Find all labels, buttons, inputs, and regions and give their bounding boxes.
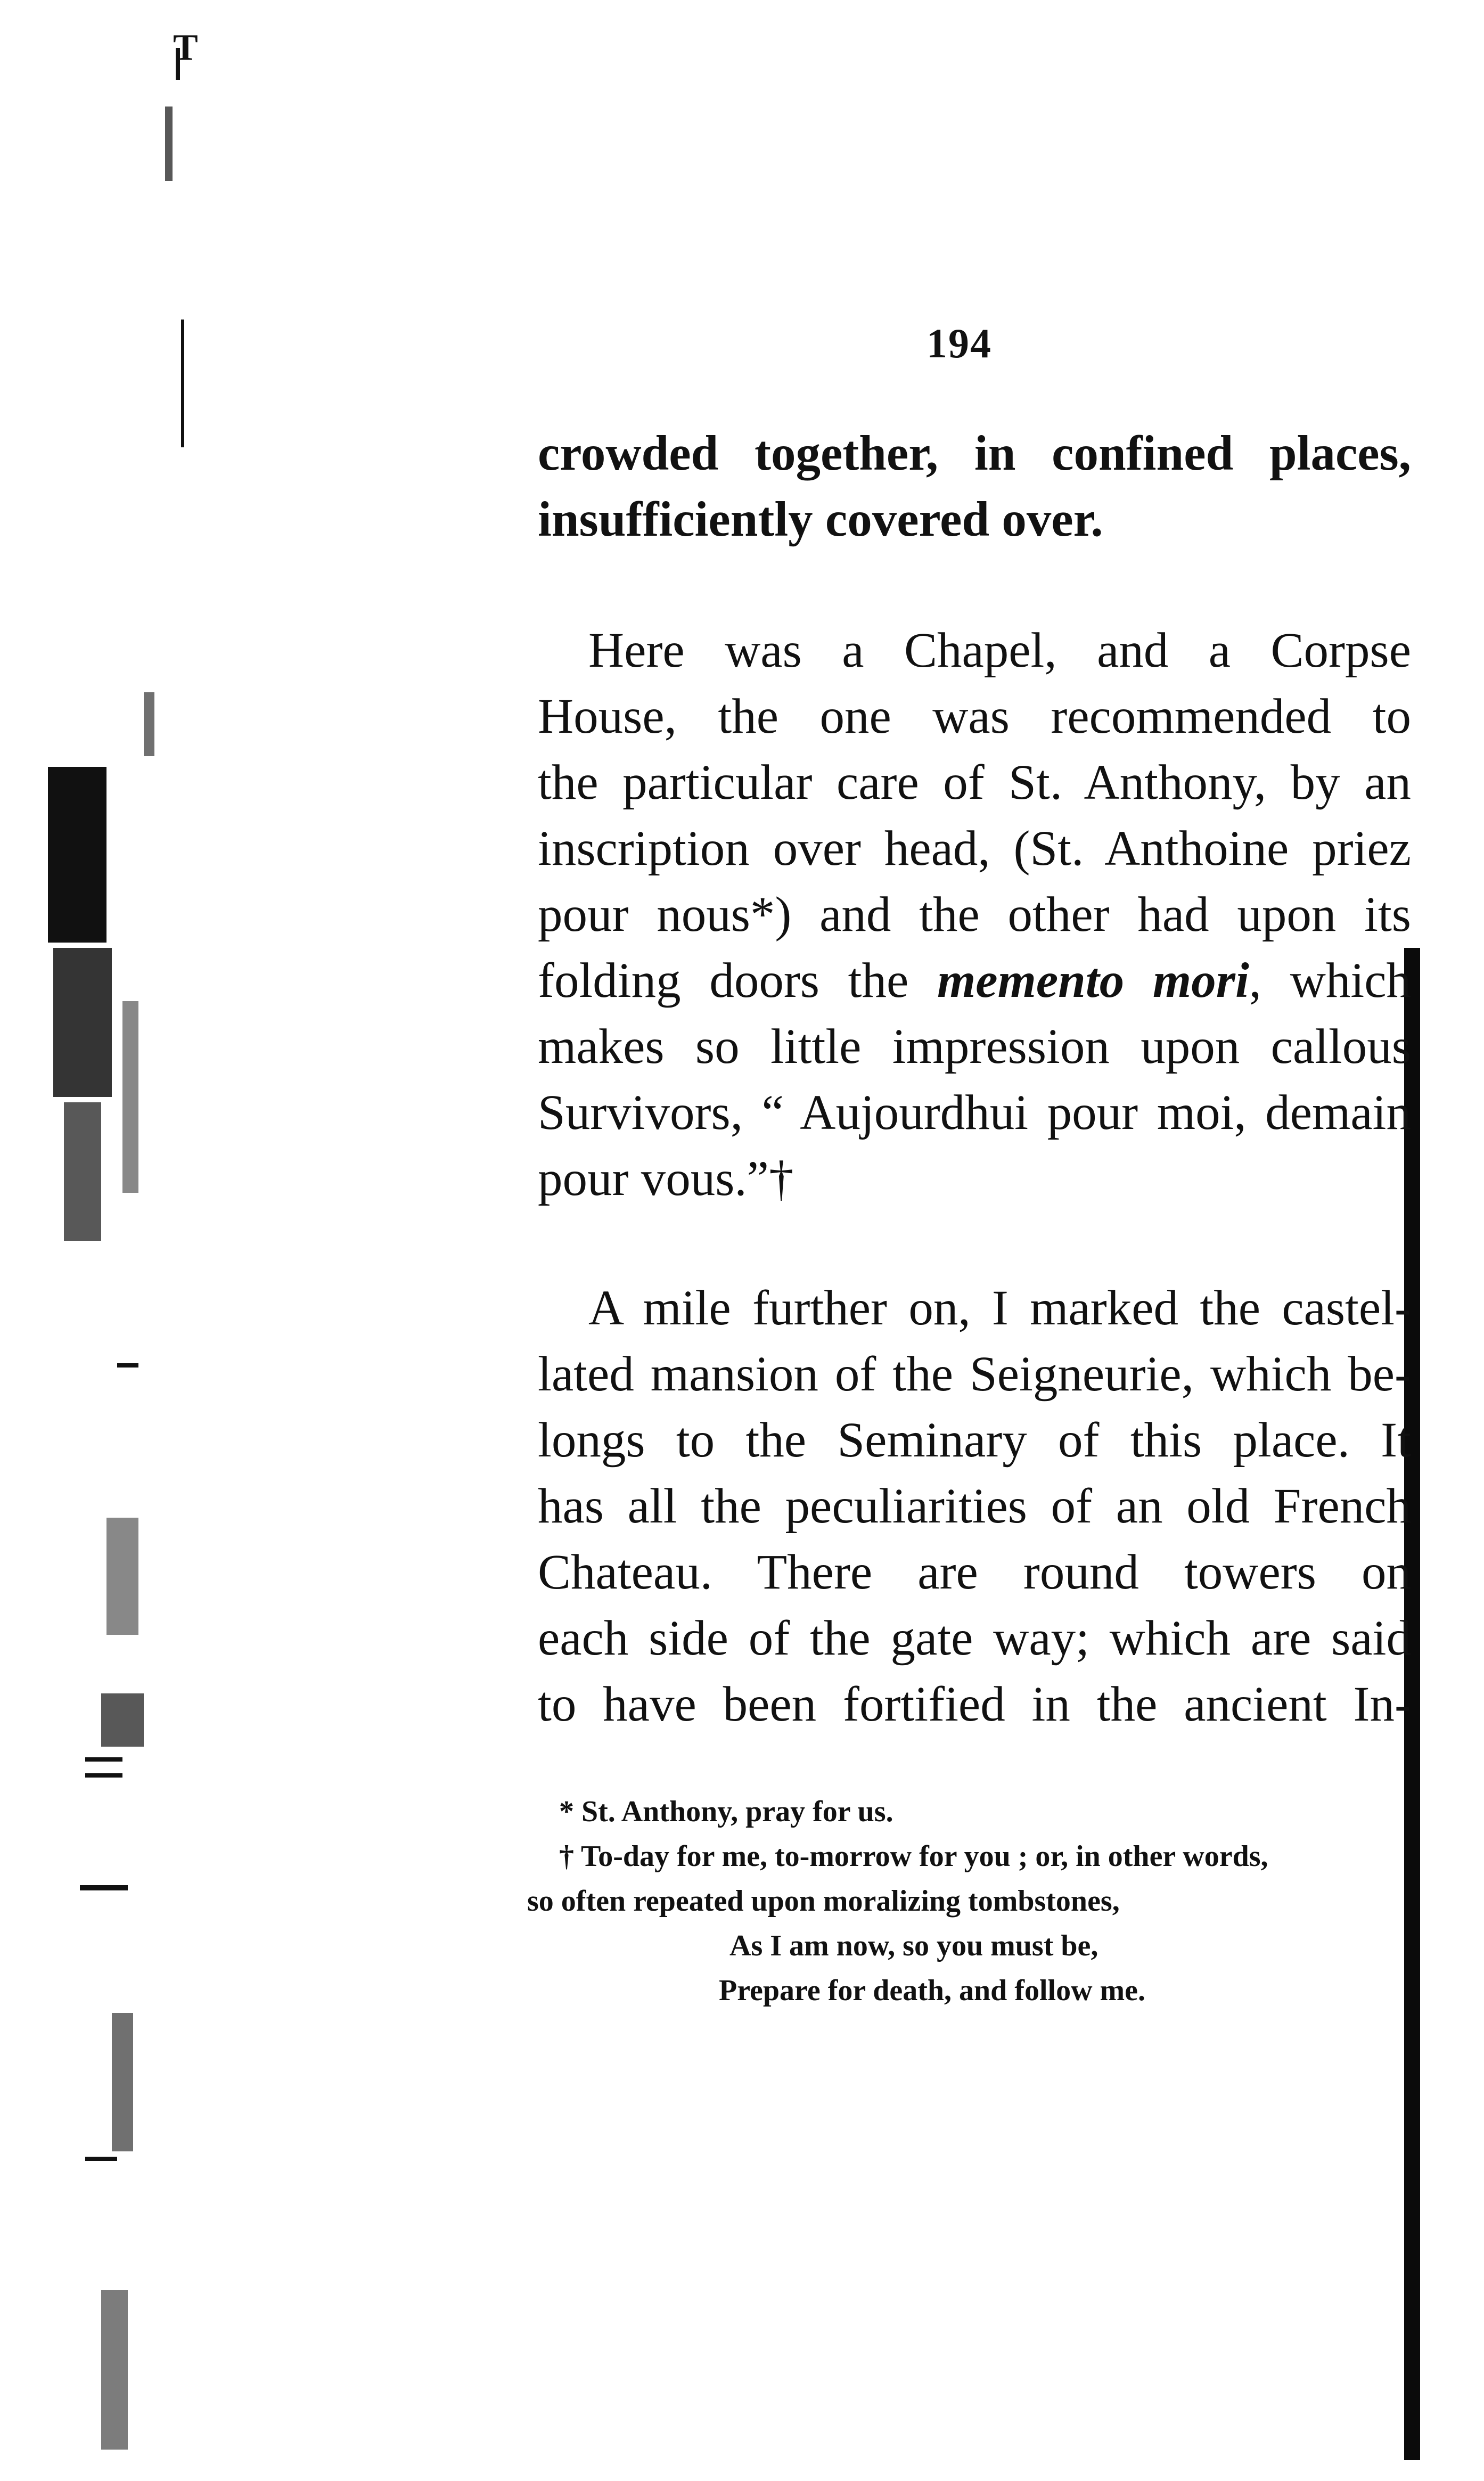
text-line: to have been fortified in the ancient In- <box>538 1677 1411 1732</box>
scan-gutter-noise <box>21 0 197 2481</box>
italic-phrase: memento mori <box>937 953 1249 1008</box>
text-line: each side of the gate way; which are said <box>538 1611 1411 1666</box>
text-segment: , which <box>1249 953 1411 1008</box>
text-line: House, the one was recommended to <box>538 689 1411 744</box>
text-line: Chateau. There are round towers on <box>538 1545 1411 1600</box>
paragraph-1 <box>538 421 1411 553</box>
text-line-with-italic <box>538 948 1411 1014</box>
text-line: pour vous.”† <box>538 1151 794 1206</box>
footnotes <box>527 1789 1411 2013</box>
text-line: Here was a Chapel, and a Corpse <box>588 623 1411 678</box>
paragraph-2 <box>538 618 1411 1212</box>
page-number: 194 <box>927 320 992 366</box>
text-line: has all the peculiarities of an old French <box>538 1479 1411 1534</box>
footnote-verse-line: As I am now, so you must be, <box>729 1929 1098 1962</box>
text-segment: folding doors the <box>538 953 937 1008</box>
corner-mark: T <box>173 27 198 68</box>
text-line: pour nous*) and the other had upon its <box>538 887 1411 942</box>
text-line: makes so little impression upon callous <box>538 1019 1411 1074</box>
text-line: crowded together, in confined places, <box>538 426 1411 481</box>
text-line: insufficiently covered over. <box>538 492 1103 547</box>
footnote-dagger: † To-day for me, to-morrow for you ; or, in other words, <box>559 1840 1268 1873</box>
text-line: A mile further on, I marked the castel- <box>588 1281 1411 1336</box>
footnote-verse-line: Prepare for death, and follow me. <box>719 1974 1146 2007</box>
text-line: Survivors, “ Aujourdhui pour moi, demain <box>538 1085 1411 1140</box>
paragraph-3 <box>538 1275 1411 1738</box>
text-line: the particular care of St. Anthony, by an <box>538 755 1411 810</box>
text-line: inscription over head, (St. Anthoine priez <box>538 821 1411 876</box>
text-line: longs to the Seminary of this place. It <box>538 1413 1411 1468</box>
footnote-star: * St. Anthony, pray for us. <box>559 1795 893 1828</box>
text-line: lated mansion of the Seigneurie, which be- <box>538 1347 1411 1402</box>
footnote-dagger-continued: so often repeated upon moralizing tombstones, <box>527 1885 1120 1918</box>
